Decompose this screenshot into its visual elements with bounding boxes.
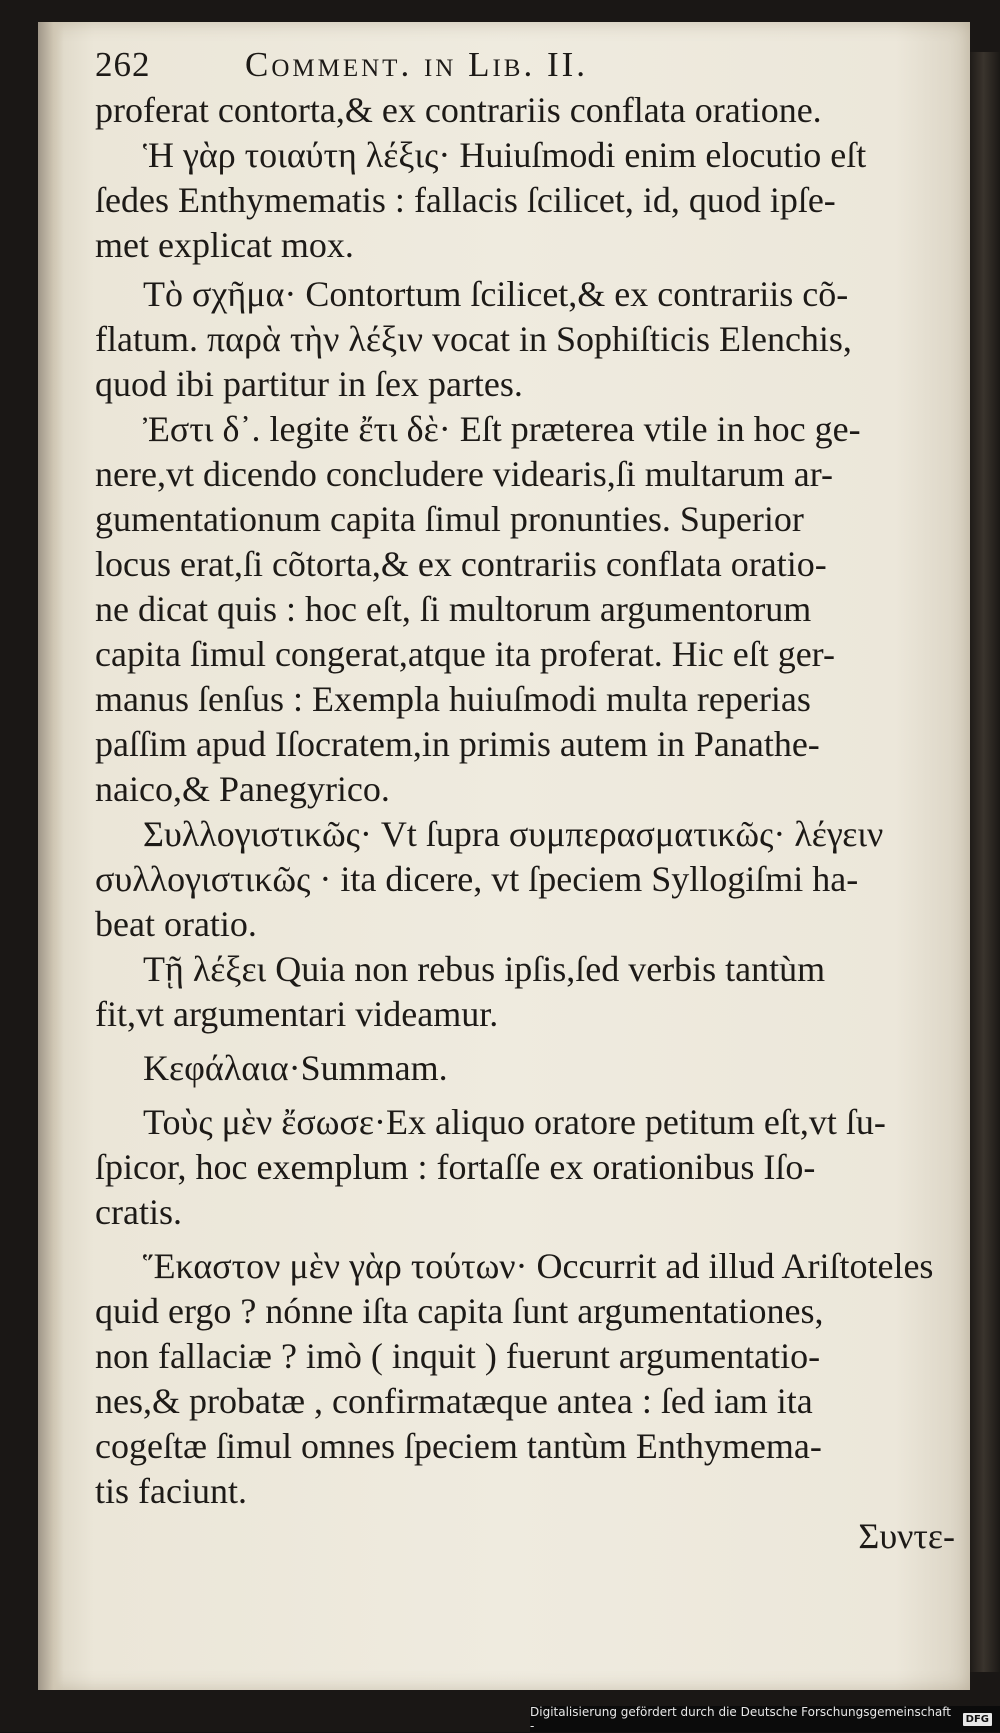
text-line: συλλογιστικῶς · ita dicere, vt ſpeciem Syllogiſmi ha- [95, 859, 859, 899]
running-title: Comment. in Lib. II. [245, 45, 589, 84]
text-line: nes,& probatæ , confirmatæque antea : ſed iam ita [95, 1381, 813, 1421]
dfg-logo: DFG [963, 1713, 992, 1726]
text-line: capita ſimul congerat,atque ita proferat. Hic eſt ger- [95, 634, 835, 674]
text-line: flatum. παρὰ τὴν λέξιν vocat in Sophiſticis Elenchis, [95, 319, 852, 359]
digitization-credit-bar [530, 1706, 1000, 1732]
text-line: proferat contorta,& ex contrariis conflata oratione. [95, 90, 822, 130]
text-line: quod ibi partitur in ſex partes. [95, 364, 523, 404]
text-line: cratis. [95, 1192, 182, 1232]
text-line: Ἐστι δ᾽. legite ἔτι δὲ· Eſt præterea vtile in hoc ge- [143, 409, 861, 449]
catchword: Συντε- [858, 1516, 955, 1556]
text-line: ne dicat quis : hoc eſt, ſi multorum argumentorum [95, 589, 812, 629]
running-header [95, 42, 975, 88]
page-gutter [38, 22, 64, 1690]
text-line: fit,vt argumentari videamur. [95, 994, 499, 1034]
text-line: met explicat mox. [95, 225, 354, 265]
text-line: ſpicor, hoc exemplum : fortaſſe ex orationibus Iſo- [95, 1147, 816, 1187]
text-line: cogeſtæ ſimul omnes ſpeciem tantùm Enthymema- [95, 1426, 822, 1466]
text-line: tis faciunt. [95, 1471, 247, 1511]
page-number: 262 [95, 45, 151, 84]
text-line: Τοὺς μὲν ἔσωσε·Ex aliquo oratore petitum eſt,vt ſu- [143, 1102, 886, 1142]
page-text-block [95, 42, 975, 1559]
text-line: quid ergo ? nónne iſta capita ſunt argumentationes, [95, 1291, 824, 1331]
text-line: naico,& Panegyrico. [95, 769, 390, 809]
text-line: non fallaciæ ? imò ( inquit ) fuerunt argumentatio- [95, 1336, 821, 1376]
text-line: locus erat,ſi cõtorta,& ex contrariis conflata oratio- [95, 544, 827, 584]
text-line: Ἕκαστον μὲν γὰρ τούτων· Occurrit ad illud Ariſtoteles [143, 1246, 934, 1286]
text-line: Ἡ γὰρ τοιαύτη λέξις· Huiuſmodi enim elocutio eſt [143, 135, 867, 175]
body-lines [95, 88, 975, 1514]
text-line: nere,vt dicendo concludere videaris,ſi multarum ar- [95, 454, 833, 494]
text-line: Τῇ λέξει Quia non rebus ipſis,ſed verbis tantùm [143, 949, 826, 989]
text-line: beat oratio. [95, 904, 257, 944]
text-line: gumentationum capita ſimul pronunties. Superior [95, 499, 804, 539]
text-line: Συλλογιστικῶς· Vt ſupra συμπερασματικῶς· λέγειν [143, 814, 884, 854]
credit-text: Digitalisierung gefördert durch die Deutsche Forschungsgemeinschaft - [530, 1705, 952, 1733]
text-line: ſedes Enthymematis : fallacis ſcilicet, id, quod ipſe- [95, 180, 836, 220]
text-line: Κεφάλαια·Summam. [143, 1048, 448, 1088]
text-line: manus ſenſus : Exempla huiuſmodi multa reperias [95, 679, 811, 719]
text-line: Τὸ σχῆμα· Contortum ſcilicet,& ex contrariis cõ- [143, 274, 849, 314]
text-line: paſſim apud Iſocratem,in primis autem in Panathe- [95, 724, 820, 764]
